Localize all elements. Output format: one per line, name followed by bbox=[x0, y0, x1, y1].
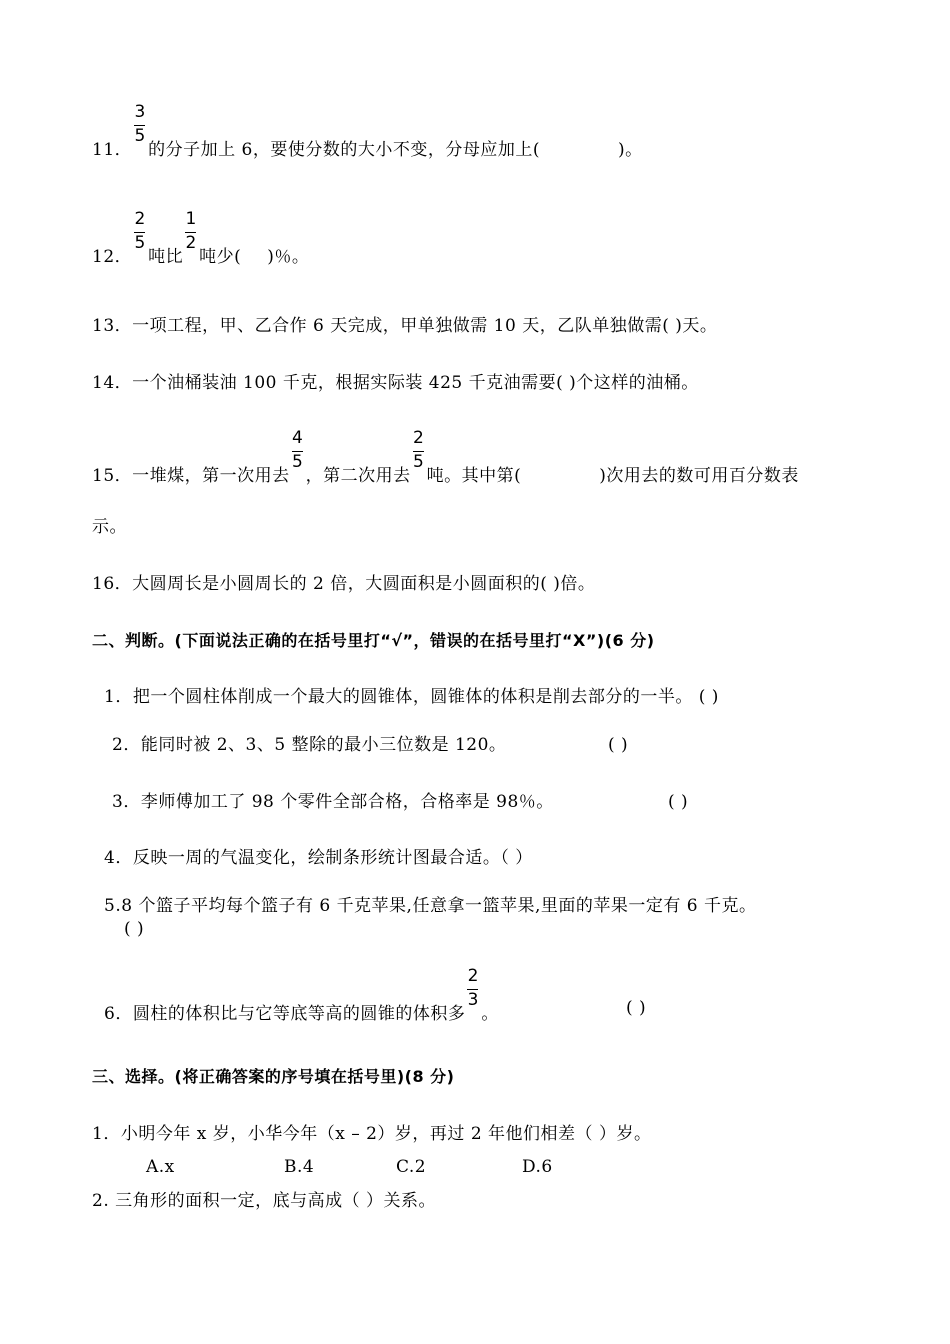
judge-item-5: 5.8 个篮子平均每个篮子有 6 千克苹果,任意拿一篮苹果,里面的苹果一定有 6 千克。 bbox=[104, 896, 757, 916]
option-a: A.x bbox=[146, 1157, 175, 1177]
question-text: 吨少( bbox=[199, 247, 242, 267]
numerator: 4 bbox=[291, 428, 304, 448]
fraction-four-fifths bbox=[290, 428, 306, 481]
question-15-continuation: 示。 bbox=[92, 517, 127, 537]
answer-paren: ( ) bbox=[608, 735, 629, 755]
choice-question-2: 2. 三角形的面积一定，底与高成（ ）关系。 bbox=[92, 1191, 437, 1211]
option-d: D.6 bbox=[522, 1157, 553, 1177]
fraction-three-fifths bbox=[132, 102, 148, 155]
question-end: 。 bbox=[481, 1004, 499, 1024]
answer-paren: ( ) bbox=[668, 792, 689, 812]
numerator: 1 bbox=[185, 209, 197, 229]
answer-paren: ( ) bbox=[124, 919, 145, 939]
answer-paren: ( ) bbox=[626, 998, 647, 1018]
judge-item-3: 3．李师傅加工了 98 个零件全部合格，合格率是 98％。 bbox=[112, 792, 554, 812]
numerator: 2 bbox=[134, 209, 146, 229]
question-number: 12． bbox=[92, 247, 133, 267]
fraction-one-half bbox=[183, 209, 199, 262]
option-c: C.2 bbox=[396, 1157, 427, 1177]
fraction-two-fifths bbox=[132, 209, 148, 262]
denominator: 5 bbox=[134, 126, 146, 146]
judge-item-1: 1．把一个圆柱体削成一个最大的圆锥体，圆锥体的体积是削去部分的一半。 ( ) bbox=[104, 687, 719, 707]
question-12 bbox=[92, 209, 310, 268]
question-end: )％。 bbox=[267, 247, 310, 267]
question-text: 6．圆柱的体积比与它等底等高的圆锥的体积多 bbox=[104, 1004, 466, 1024]
denominator: 5 bbox=[412, 452, 425, 472]
question-text: 吨比 bbox=[148, 247, 184, 267]
denominator: 5 bbox=[291, 452, 304, 472]
question-11 bbox=[92, 102, 643, 161]
question-13: 13．一项工程，甲、乙合作 6 天完成，甲单独做需 10 天，乙队单独做需( )天。 bbox=[92, 316, 718, 336]
question-text: 吨。其中第( bbox=[426, 466, 522, 486]
section-3-heading: 三、选择。(将正确答案的序号填在括号里)(8 分) bbox=[92, 1067, 455, 1086]
numerator: 3 bbox=[134, 102, 146, 122]
question-15 bbox=[92, 428, 799, 487]
question-text: 的分子加上 6，要使分数的大小不变，分母应加上( bbox=[148, 140, 540, 160]
question-number: 11． bbox=[92, 140, 133, 160]
choice-question-1: 1．小明今年 x 岁，小华今年（x – 2）岁，再过 2 年他们相差（ ）岁。 bbox=[92, 1124, 652, 1144]
question-text: 15．一堆煤，第一次用去 bbox=[92, 466, 290, 486]
fraction-two-thirds bbox=[465, 966, 481, 1019]
numerator: 2 bbox=[467, 966, 479, 986]
question-16: 16．大圆周长是小圆周长的 2 倍，大圆面积是小圆面积的( )倍。 bbox=[92, 574, 596, 594]
option-b: B.4 bbox=[284, 1157, 315, 1177]
fraction-two-fifths bbox=[411, 428, 427, 481]
denominator: 2 bbox=[185, 233, 197, 253]
denominator: 3 bbox=[467, 990, 479, 1010]
judge-item-4: 4．反映一周的气温变化，绘制条形统计图最合适。（ ） bbox=[104, 848, 533, 868]
denominator: 5 bbox=[134, 233, 146, 253]
judge-item-6 bbox=[104, 966, 499, 1025]
question-14: 14．一个油桶装油 100 千克，根据实际装 425 千克油需要( )个这样的油桶。 bbox=[92, 373, 699, 393]
numerator: 2 bbox=[412, 428, 425, 448]
question-text: )次用去的数可用百分数表 bbox=[599, 466, 799, 486]
question-end: )。 bbox=[618, 140, 643, 160]
question-text: ，第二次用去 bbox=[305, 466, 411, 486]
section-2-heading: 二、判断。(下面说法正确的在括号里打“√”，错误的在括号里打“X”)(6 分) bbox=[92, 631, 655, 650]
judge-item-2: 2．能同时被 2、3、5 整除的最小三位数是 120。 bbox=[112, 735, 507, 755]
